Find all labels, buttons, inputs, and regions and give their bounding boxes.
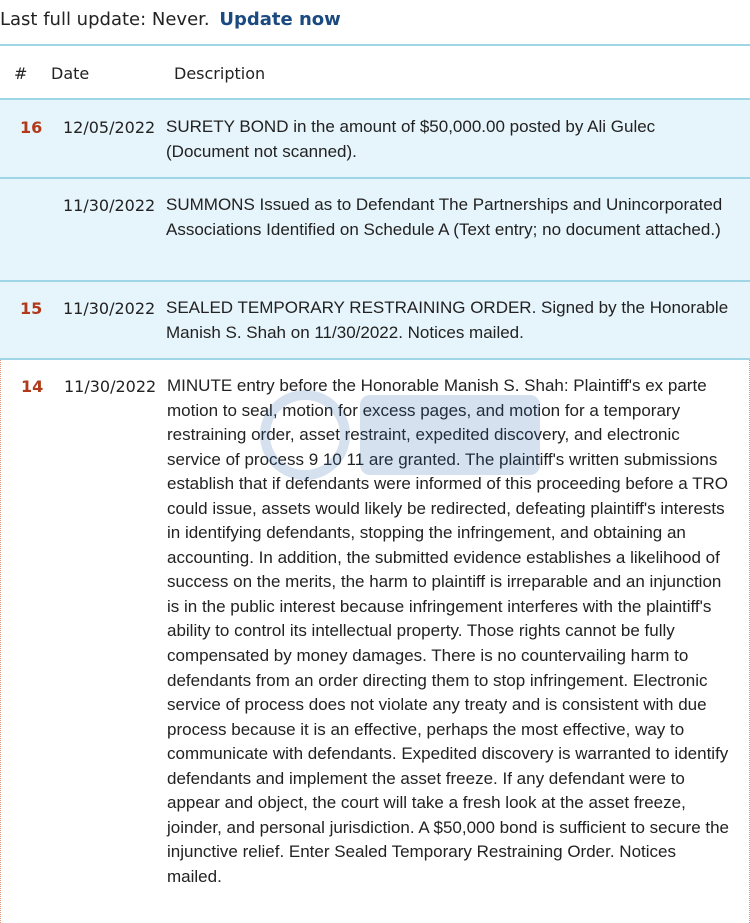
entry-description: MINUTE entry before the Honorable Manish S. Shah: Plaintiff's ex parte motion to seal, motion for excess pages, and motion for a temporary restraining order, asset restraint, expedited discovery, and electronic service of process 9 10 11 are granted. The plaintiff's written submissions establish that if defendants were informed of this proceeding before a TRO could issue, assets would likely be redirected, defeating plaintiff's interests in identifying defendants, stopping the infringement, and obtaining an accounting. In addition, the submitted evidence establishes a likelihood of success on the merits, the harm to plaintiff is irreparable and an injunction is in the public interest because infringement interferes with the plaintiff's ability to control its intellectual property. Those rights cannot be fully compensated by money damages. There is no countervailing harm to defendants from an order directing them to stop infringement. Electronic service of process does not violate any treaty and is consistent with due process because it is an effective, perhaps the most effective, way to communicate with defendants. Expedited discovery is warranted to identify defendants and implement the asset freeze. If any defendant were to appear and object, the court will take a fresh look at the asset freeze, joinder, and personal jurisdiction. A $50,000 bond is sufficient to secure the injunctive relief. Enter Sealed Temporary Restraining Order. Notices mailed. (167, 376, 730, 886)
entry-description: SUMMONS Issued as to Defendant The Partnerships and Unincorporated Associations Identified on Schedule A (Text entry; no document attached.) (166, 195, 723, 239)
table-row (0, 282, 750, 360)
column-header-date: Date (51, 64, 90, 83)
table-row (0, 100, 750, 179)
entry-date: 11/30/2022 (64, 377, 157, 396)
last-update-text: Last full update: Never. (0, 9, 210, 30)
last-update-line (0, 8, 341, 32)
table-row (0, 179, 750, 282)
entry-description: SURETY BOND in the amount of $50,000.00 posted by Ali Gulec (Document not scanned). (166, 117, 656, 161)
entry-date: 12/05/2022 (63, 118, 156, 137)
entry-number: 15 (20, 299, 43, 318)
entry-description: SEALED TEMPORARY RESTRAINING ORDER. Signed by the Honorable Manish S. Shah on 11/30/2022. Notices mailed. (166, 298, 729, 342)
entry-date: 11/30/2022 (63, 196, 156, 215)
table-row (0, 360, 750, 923)
entry-number: 14 (21, 377, 44, 396)
update-status-bar (0, 0, 750, 44)
column-header-number: # (14, 64, 28, 83)
entry-number: 16 (20, 118, 43, 137)
entry-date: 11/30/2022 (63, 299, 156, 318)
column-header-description: Description (174, 64, 266, 83)
table-header (0, 44, 750, 100)
update-now-link[interactable]: Update now (219, 9, 341, 30)
